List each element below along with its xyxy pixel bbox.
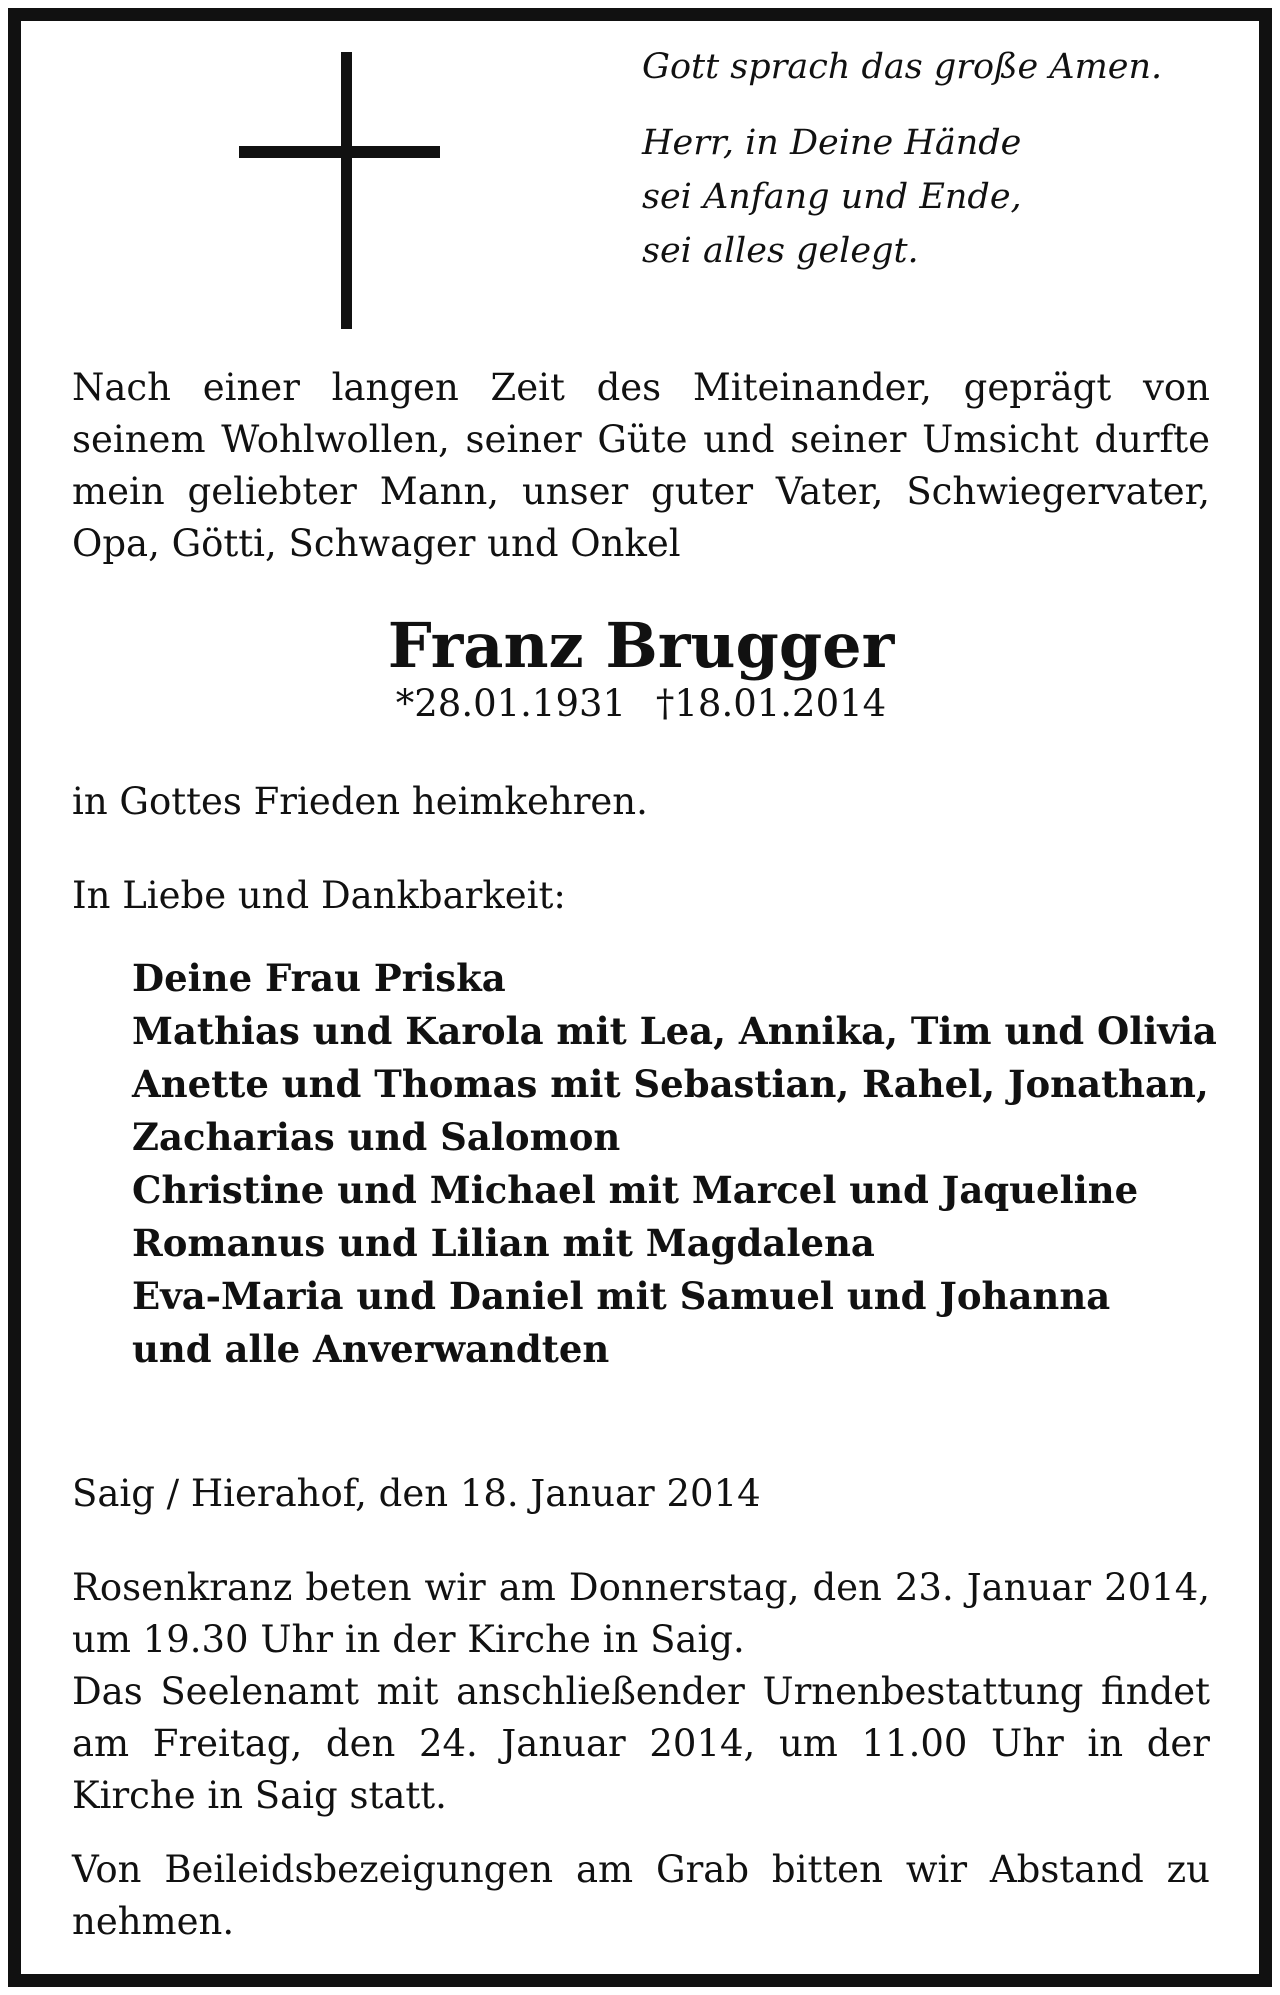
mourner-entry: Mathias und Karola mit Lea, Annika, Tim und Olivia	[132, 1009, 1217, 1053]
bible-verse	[642, 40, 1242, 278]
intro-paragraph: Nach einer langen Zeit des Miteinander, geprägt von seinem Wohlwollen, seiner Güte und seiner Umsicht durfte mein geliebter Mann, unser guter Vater, Schwiegervater, Opa, Götti, Schwager und Onkel	[72, 366, 1210, 565]
mourner-entry: und alle Anverwandten	[132, 1327, 610, 1371]
place-and-date: Saig / Hierahof, den 18. Januar 2014	[72, 1472, 761, 1515]
deceased-name: Franz Brugger	[387, 609, 895, 682]
life-dates	[72, 680, 1210, 728]
verse-line-2: Herr, in Deine Hände	[642, 123, 1022, 163]
requiem-notice: Das Seelenamt mit anschließender Urnenbestattung findet am Freitag, den 24. Januar 2014, um 11.00 Uhr in der Kirche in Saig statt.	[72, 1670, 1210, 1817]
mourners-list	[132, 952, 1222, 1376]
condolence-notice: Von Beileidsbezeigungen am Grab bitten wir Abstand zu nehmen.	[72, 1848, 1210, 1943]
closing-line: in Gottes Frieden heimkehren.	[72, 780, 648, 823]
mourner-entry: Christine und Michael mit Marcel und Jaqueline	[132, 1168, 1139, 1212]
death-date: †18.01.2014	[655, 682, 887, 725]
rosary-notice: Rosenkranz beten wir am Donnerstag, den 23. Januar 2014, um 19.30 Uhr in der Kirche in Saig.	[72, 1566, 1210, 1661]
gratitude-line: In Liebe und Dankbarkeit:	[72, 874, 566, 917]
mourner-entry: Anette und Thomas mit Sebastian, Rahel, Jonathan, Zacharias und Salomon	[132, 1062, 1209, 1159]
mourner-entry: Romanus und Lilian mit Magdalena	[132, 1221, 875, 1265]
birth-date: *28.01.1931	[395, 682, 627, 725]
mourner-entry: Eva-Maria und Daniel mit Samuel und Johanna	[132, 1274, 1111, 1318]
verse-line-4: sei alles gelegt.	[642, 231, 919, 271]
verse-line-1: Gott sprach das große Amen.	[642, 47, 1163, 87]
mourner-entry: Deine Frau Priska	[132, 956, 506, 1000]
verse-line-3: sei Anfang und Ende,	[642, 177, 1022, 217]
